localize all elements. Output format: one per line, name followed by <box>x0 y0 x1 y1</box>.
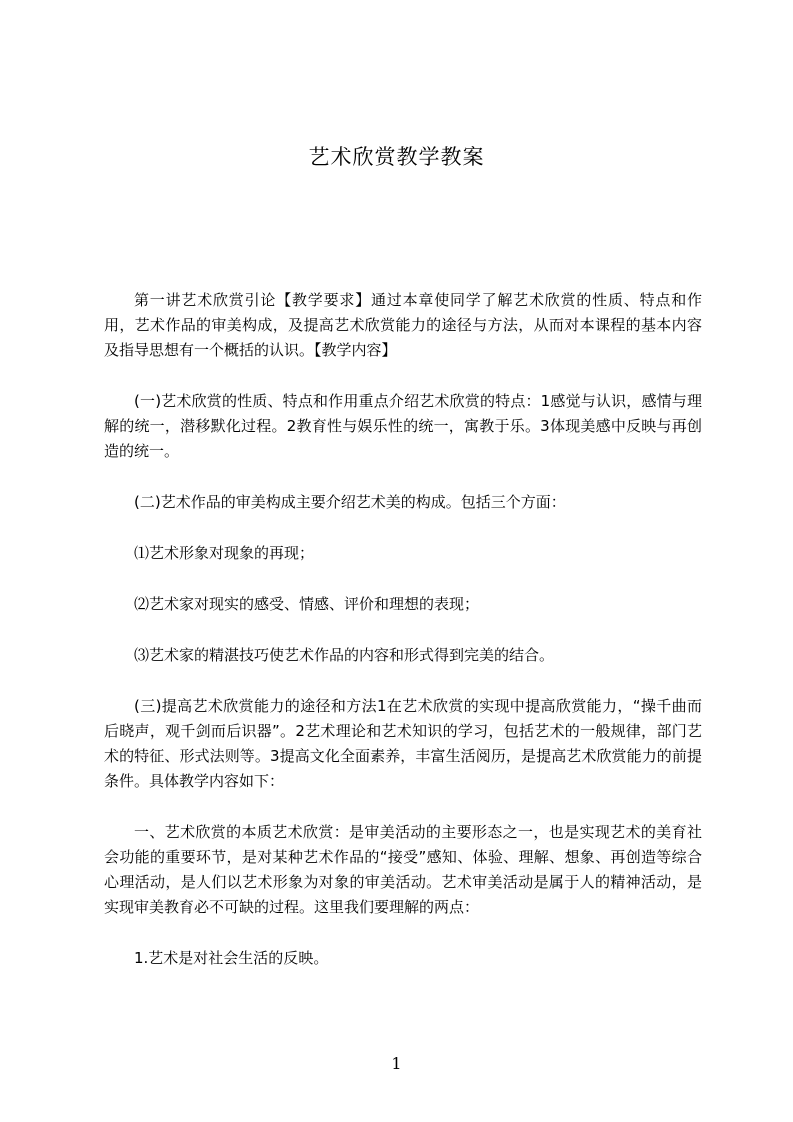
paragraph-gap <box>104 794 702 820</box>
paragraph-essence: 一、艺术欣赏的本质艺术欣赏：是审美活动的主要形态之一，也是实现艺术的美育社会功能的重要环节，是对某种艺术作品的“接受”感知、体验、理解、想象、再创造等综合心理活动，是人们以艺术形象为对象的审美活动。艺术审美活动是属于人的精神活动，是实现审美教育必不可缺的过程。这里我们要理解的两点： <box>104 823 702 916</box>
paragraph-gap <box>104 566 702 592</box>
paragraph-gap <box>104 363 702 389</box>
document-body <box>104 288 702 971</box>
paragraph-item-3: ⑶艺术家的精湛技巧使艺术作品的内容和形式得到完美的结合。 <box>134 646 555 664</box>
paragraph-section-1: (一)艺术欣赏的性质、特点和作用重点介绍艺术欣赏的特点：1感觉与认识，感情与理解的统一，潜移默化过程。2教育性与娱乐性的统一，寓教于乐。3体现美感中反映与再创造的统一。 <box>104 392 702 460</box>
paragraph-gap <box>104 464 702 490</box>
paragraph-item-2: ⑵艺术家对现实的感受、情感、评价和理想的表现； <box>134 595 480 613</box>
paragraph-gap <box>104 668 702 694</box>
paragraph-gap <box>104 617 702 643</box>
paragraph-gap <box>104 920 702 946</box>
paragraph-gap <box>104 515 702 541</box>
document-title: 艺术欣赏教学教案 <box>308 145 485 169</box>
paragraph-point-1: 1.艺术是对社会生活的反映。 <box>134 949 329 967</box>
paragraph-section-2: (二)艺术作品的审美构成主要介绍艺术美的构成。包括三个方面： <box>134 493 566 511</box>
paragraph-intro: 第一讲艺术欣赏引论【教学要求】通过本章使同学了解艺术欣赏的性质、特点和作用，艺术作品的审美构成，及提高艺术欣赏能力的途径与方法，从而对本课程的基本内容及指导思想有一个概括的认识。【教学内容】 <box>104 291 702 359</box>
page-number: 1 <box>391 1054 402 1073</box>
paragraph-section-3: (三)提高艺术欣赏能力的途径和方法1在艺术欣赏的实现中提高欣赏能力，“操千曲而后晓声，观千剑而后识器”。2艺术理论和艺术知识的学习，包括艺术的一般规律，部门艺术的特征、形式法则等。3提高文化全面素养，丰富生活阅历，是提高艺术欣赏能力的前提条件。具体教学内容如下： <box>104 697 702 790</box>
paragraph-item-1: ⑴艺术形象对现象的再现； <box>134 544 315 562</box>
